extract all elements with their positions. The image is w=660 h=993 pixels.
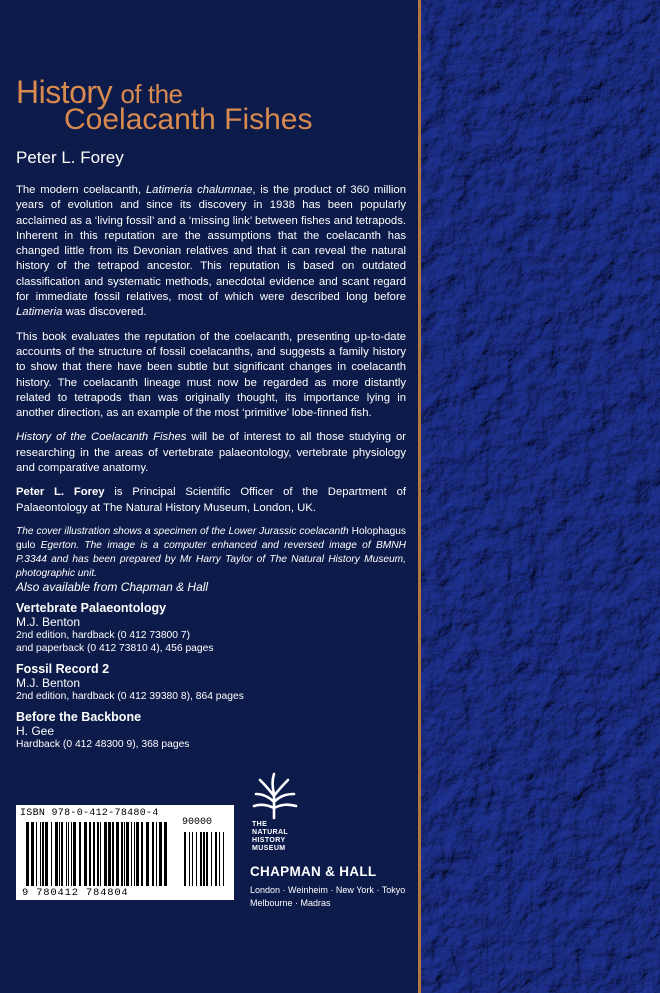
isbn-label: ISBN 978-0-412-78480-4 xyxy=(20,808,159,819)
book-details: and paperback (0 412 73810 4), 456 pages xyxy=(16,643,214,654)
cover-illustration-note: The cover illustration shows a specimen of the Lower Jurassic coelacanth Holophagus gulo Egerton. The image is a computer enhanced and reversed image of BMNH P.3344 and has been prepared by Mr Harry Taylor of The Natural History Museum, photographic unit. xyxy=(16,525,406,579)
book-author: M.J. Benton xyxy=(16,615,81,629)
title-line-1: History of the xyxy=(16,74,183,110)
title-line-2: Coelacanth Fishes xyxy=(64,103,313,136)
blurb-paragraph-2: This book evaluates the reputation of the coelacanth, presenting up-to-date accounts of the structure of fossil coelacanths, and suggests a family history to show that there have been subtle but significant changes in coelacanth history. The coelacanth lineage must now be regarded as more distantly related to tetrapods than was originally thought, its importance lying in another direction, as an example of the most ‘primitive’ lobe-finned fish. xyxy=(16,330,406,420)
book-author: H. Gee xyxy=(16,724,55,738)
book-title xyxy=(16,76,312,135)
book-title: Before the Backbone xyxy=(16,710,142,724)
author-bio: Peter L. Forey is Principal Scientific Officer of the Department of Palaeontology at The Natural History Museum, London, UK. xyxy=(16,486,406,514)
author-name: Peter L. Forey xyxy=(16,148,124,167)
rock-texture-image xyxy=(421,0,660,993)
barcode-bars xyxy=(20,820,230,892)
also-available-heading: Also available from Chapman & Hall xyxy=(16,580,209,594)
museum-name: THE NATURAL HISTORY MUSEUM xyxy=(252,821,289,852)
book-entry xyxy=(16,710,406,751)
blurb-paragraph-1: The modern coelacanth, Latimeria chalumnae, is the product of 360 million years of evolution and since its discovery in 1938 has been popularly acclaimed as a ‘living fossil’ and a ‘missing link’ between fishes and tetrapods. Inherent in this reputation are the assumptions that the coelacanth has changed little from its Devonian relatives and that it can reveal the natural history of the tetrapod ancestor. This reputation is based on outdated classification and systematic methods, anecdotal evidence and scant regard for immediate fossil relatives, most of which were described long before Latimeria was discovered. xyxy=(16,184,406,319)
publisher-cities: London · Weinheim · New York · Tokyo Melbourne · Madras xyxy=(250,885,406,908)
book-details: 2nd edition, hardback (0 412 39380 8), 864 pages xyxy=(16,691,244,702)
tree-icon xyxy=(250,772,310,820)
book-title: Fossil Record 2 xyxy=(16,662,110,676)
blurb xyxy=(16,183,406,590)
blurb-paragraph-3: History of the Coelacanth Fishes will be of interest to all those studying or researching in the areas of vertebrate palaeontology, vertebrate physiology and comparative anatomy. xyxy=(16,431,406,475)
book-author: M.J. Benton xyxy=(16,676,81,690)
isbn-barcode xyxy=(16,805,234,900)
book-details: 2nd edition, hardback (0 412 73800 7) xyxy=(16,630,191,641)
book-title: Vertebrate Palaeontology xyxy=(16,601,167,615)
barcode-digits: 9 780412 784804 xyxy=(22,887,129,899)
publisher-name: CHAPMAN & HALL xyxy=(250,864,377,879)
book-entry xyxy=(16,662,406,703)
book-details: Hardback (0 412 48300 9), 368 pages xyxy=(16,739,190,750)
barcode-supplement: 90000 xyxy=(182,817,213,828)
also-available-list xyxy=(16,580,406,758)
book-entry xyxy=(16,601,406,655)
